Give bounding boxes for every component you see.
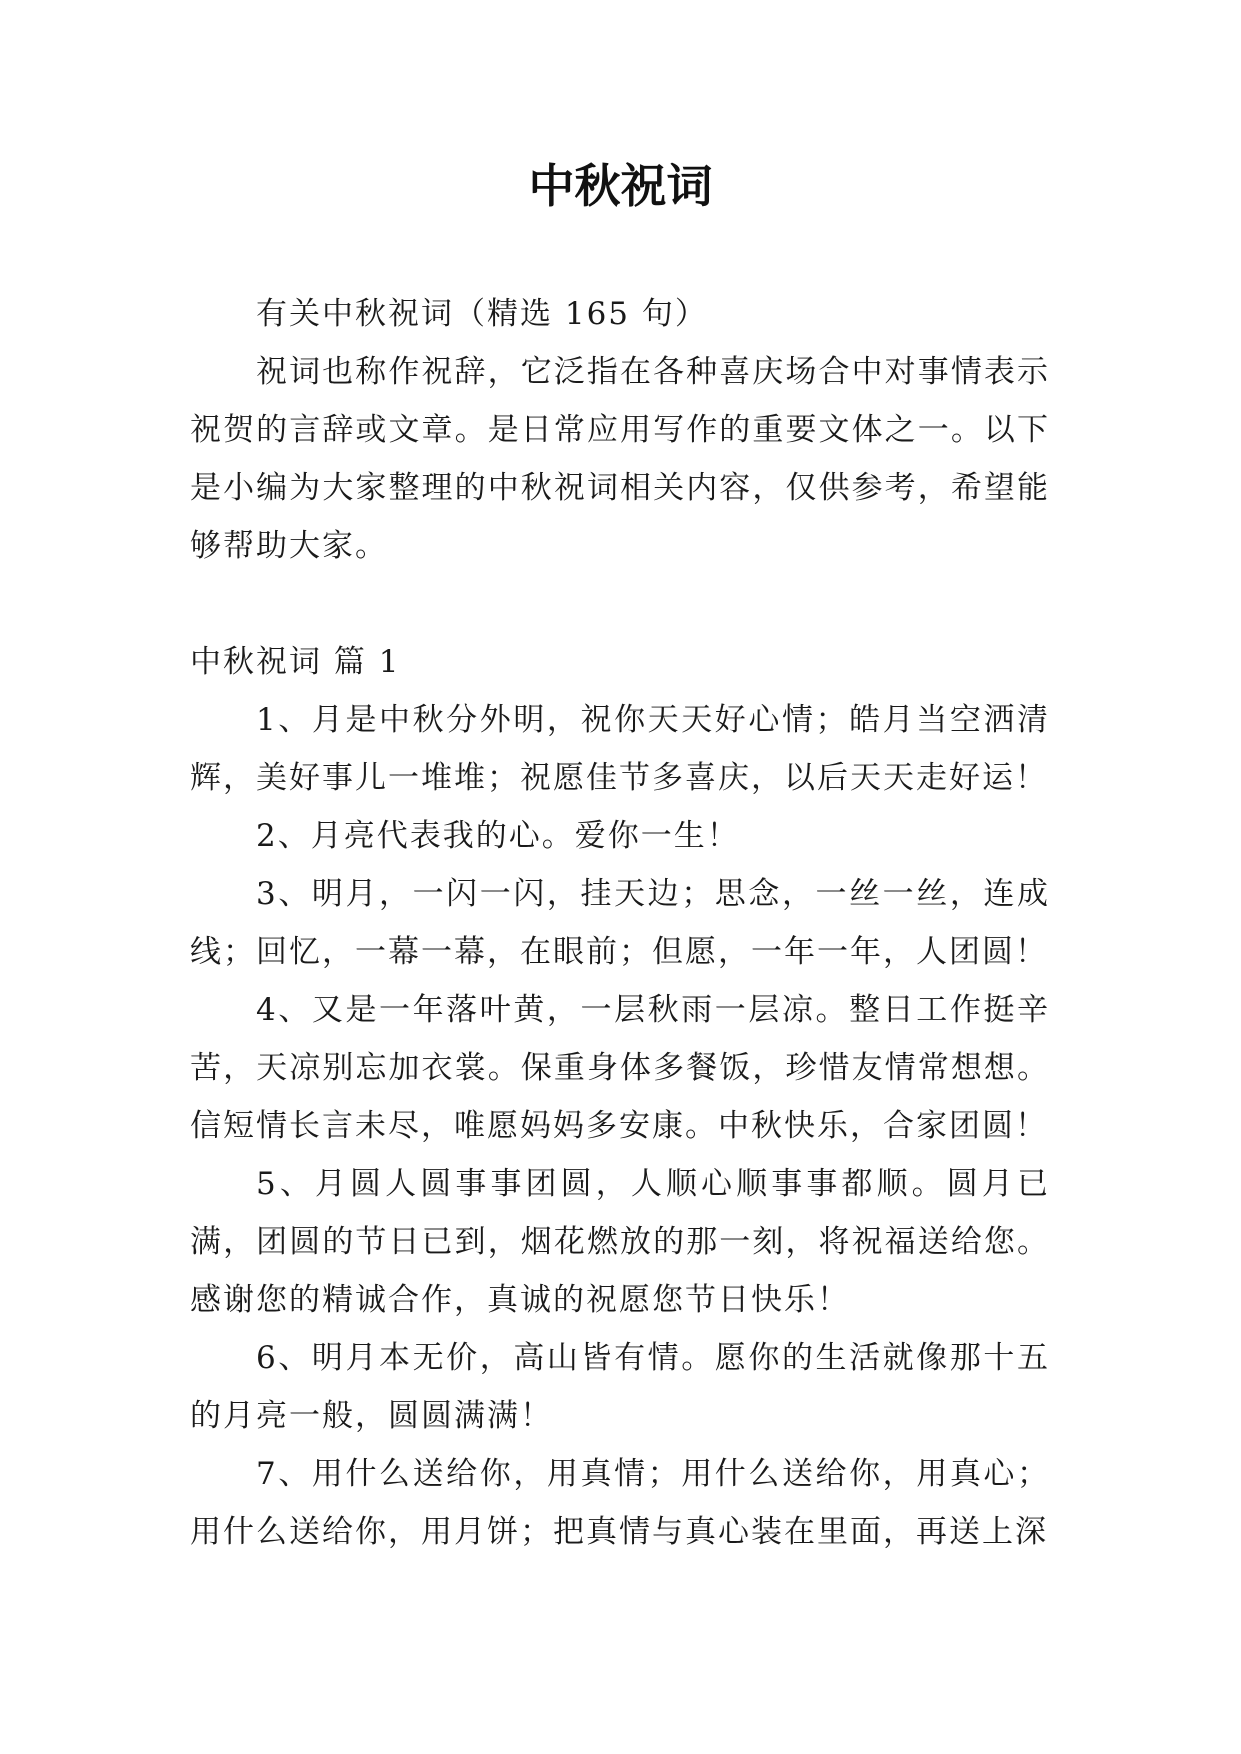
list-item: 2、月亮代表我的心。爱你一生！ [256, 818, 740, 854]
list-item: 3、明月，一闪一闪，挂天边；思念，一丝一丝，连成线；回忆，一幕一幕，在眼前；但愿，一年一年，人团圆！ [190, 876, 1050, 970]
document-subtitle: 有关中秋祝词（精选 165 句） [256, 296, 708, 332]
list-item: 5、月圆人圆事事团圆，人顺心顺事事都顺。圆月已满，团圆的节日已到，烟花燃放的那一刻，将祝福送给您。感谢您的精诚合作，真诚的祝愿您节日快乐！ [190, 1166, 1050, 1318]
document-body [190, 285, 1050, 1561]
page-title: 中秋祝词 [528, 159, 713, 213]
intro-paragraph: 祝词也称作祝辞，它泛指在各种喜庆场合中对事情表示祝贺的言辞或文章。是日常应用写作的重要文体之一。以下是小编为大家整理的中秋祝词相关内容，仅供参考，希望能够帮助大家。 [190, 354, 1050, 564]
list-item: 4、又是一年落叶黄，一层秋雨一层凉。整日工作挺辛苦，天凉别忘加衣裳。保重身体多餐饭，珍惜友情常想想。信短情长言未尽，唯愿妈妈多安康。中秋快乐，合家团圆！ [190, 992, 1050, 1144]
list-item: 6、明月本无价，高山皆有情。愿你的生活就像那十五的月亮一般，圆圆满满！ [190, 1340, 1050, 1434]
list-item: 1、月是中秋分外明，祝你天天好心情；皓月当空洒清辉，美好事儿一堆堆；祝愿佳节多喜庆，以后天天走好运！ [190, 702, 1050, 796]
list-item: 7、用什么送给你，用真情；用什么送给你，用真心；用什么送给你，用月饼；把真情与真心装在里面，再送上深 [190, 1456, 1050, 1550]
section-heading: 中秋祝词 篇 1 [190, 644, 401, 680]
